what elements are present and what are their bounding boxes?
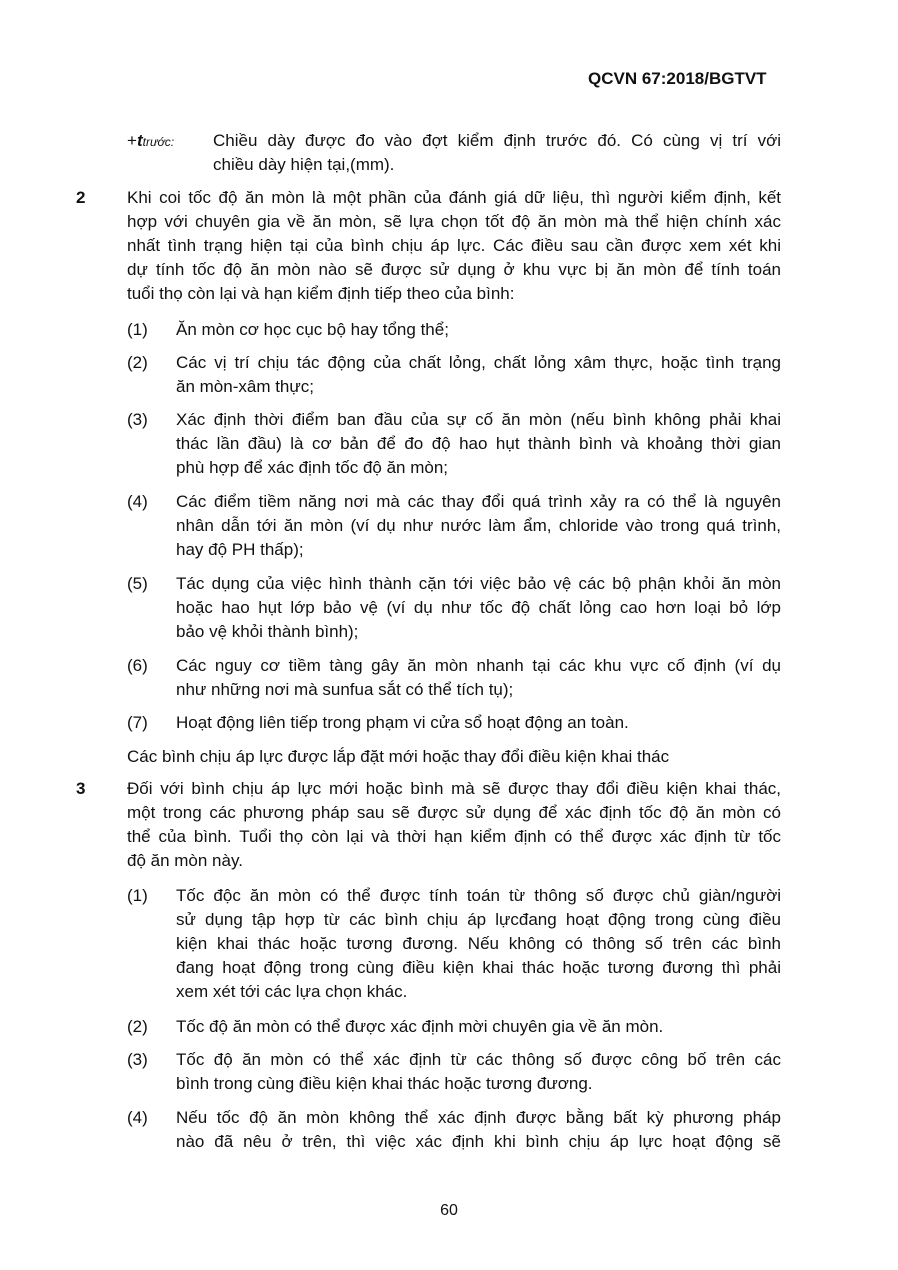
list-item-line: Tác dụng của việc hình thành cặn tới việc bảo vệ các bộ phận khỏi ăn mòn [176,574,781,593]
t-prev-line: Chiều dày được đo vào đợt kiểm định trước đó. Có cùng vị trí với [213,131,781,150]
list-item-label: (2) [127,353,148,372]
list-item-line: xem xét tới các lựa chọn khác. [176,982,408,1001]
list-item-line: Ăn mòn cơ học cục bộ hay tổng thể; [176,320,449,339]
list-item-label: (1) [127,886,148,905]
list-item-line: Xác định thời điểm ban đầu của sự cố ăn mòn (nếu bình không phải khai [176,410,781,429]
list-item-line: nào đã nêu ở trên, thì việc xác định khi bình chịu áp lực hoạt động sẽ [176,1132,781,1151]
list-item-line: Tốc độ ăn mòn có thể được xác định mời chuyên gia về ăn mòn. [176,1017,664,1036]
list-item-line: bảo vệ khỏi thành bình); [176,622,359,641]
t-prev-line: chiều dày hiện tại,(mm). [213,155,395,174]
section-paragraph-line: một trong các phương pháp sau sẽ được sử dụng để xác định tốc độ ăn mòn có [127,803,781,822]
section-number: 3 [76,779,86,798]
list-item-line: bình trong cùng điều kiện khai thác hoặc tương đương. [176,1074,593,1093]
section-paragraph-line: hợp với chuyên gia về ăn mòn, sẽ lựa chọn tốt độ ăn mòn mà thể hiện chính xác [127,212,781,231]
list-item-label: (3) [127,1050,148,1069]
list-item-line: như những nơi mà sunfua sắt có thể tích tụ); [176,680,514,699]
list-item-line: sử dụng tập hợp từ các bình chịu áp lựcđang hoạt động trong cùng điều [176,910,781,929]
list-item-line: Các nguy cơ tiềm tàng gây ăn mòn nhanh tại các khu vực cố định (ví dụ [176,656,781,675]
list-item-line: kiện khai thác hoặc tương đương. Nếu không có thông số trên các bình [176,934,781,953]
t-prev-symbol: t [136,131,143,150]
section-paragraph-line: Đối với bình chịu áp lực mới hoặc bình mà sẽ được thay đổi điều kiện khai thác, [127,779,781,798]
t-prev-label [127,131,174,151]
t-prev-subscript: trước: [142,135,175,149]
list-item-line: Hoạt động liên tiếp trong phạm vi cửa sổ hoạt động an toàn. [176,713,629,732]
list-item-line: ăn mòn-xâm thực; [176,377,314,396]
list-item-line: Các điểm tiềm năng nơi mà các thay đổi quá trình xảy ra có thể là nguyên [176,492,781,511]
list-item-label: (1) [127,320,148,339]
list-item-line: phù hợp để xác định tốc độ ăn mòn; [176,458,448,477]
section-paragraph-line: dự tính tốc độ ăn mòn nào sẽ được sử dụng ở khu vực bị ăn mòn để tính toán [127,260,781,279]
page-number: 60 [440,1202,458,1219]
list-item-label: (2) [127,1017,148,1036]
section-paragraph-line: nhất tình trạng hiện tại của bình chịu áp lực. Các điều sau cần được xem xét khi [127,236,781,255]
document-code-header: QCVN 67:2018/BGTVT [588,69,767,88]
section-number: 2 [76,188,86,207]
list-item-line: thác lần đầu) là cơ bản để đo độ hao hụt thành bình và khoảng thời gian [176,434,781,453]
list-item-line: Nếu tốc độ ăn mòn không thể xác định được bằng bất kỳ phương pháp [176,1108,781,1127]
list-item-label: (3) [127,410,148,429]
section-paragraph-line: Khi coi tốc độ ăn mòn là một phần của đánh giá dữ liệu, thì người kiểm định, kết [127,188,781,207]
list-item-label: (7) [127,713,148,732]
list-item-line: hoặc hao hụt lớp bảo vệ (ví dụ như tốc độ chất lỏng cao hơn loại bỏ lớp [176,598,781,617]
list-item-label: (4) [127,1108,148,1127]
list-item-label: (6) [127,656,148,675]
list-item-label: (4) [127,492,148,511]
list-item-line: Tốc độ ăn mòn có thể xác định từ các thông số được công bố trên các [176,1050,781,1069]
list-item-line: hay độ PH thấp); [176,540,304,559]
list-item-line: Các vị trí chịu tác động của chất lỏng, chất lỏng xâm thực, hoặc tình trạng [176,353,781,372]
list-item-label: (5) [127,574,148,593]
section-paragraph-line: thể của bình. Tuổi thọ còn lại và thời hạn kiểm định có thể được xác định từ tốc [127,827,781,846]
list-item-line: đang hoạt động trong cùng điều kiện khai thác hoặc tương đương thì phải [176,958,781,977]
t-prev-prefix: + [127,131,137,150]
section-paragraph-line: độ ăn mòn này. [127,851,243,870]
list-item-line: nhân dẫn tới ăn mòn (ví dụ như nước làm ẩm, chloride vào trong quá trình, [176,516,781,535]
list-item-line: Tốc độc ăn mòn có thể được tính toán từ thông số được chủ giàn/người [176,886,781,905]
section-paragraph-line: tuổi thọ còn lại và hạn kiểm định tiếp theo của bình: [127,284,515,303]
subheading: Các bình chịu áp lực được lắp đặt mới hoặc thay đổi điều kiện khai thác [127,747,670,766]
